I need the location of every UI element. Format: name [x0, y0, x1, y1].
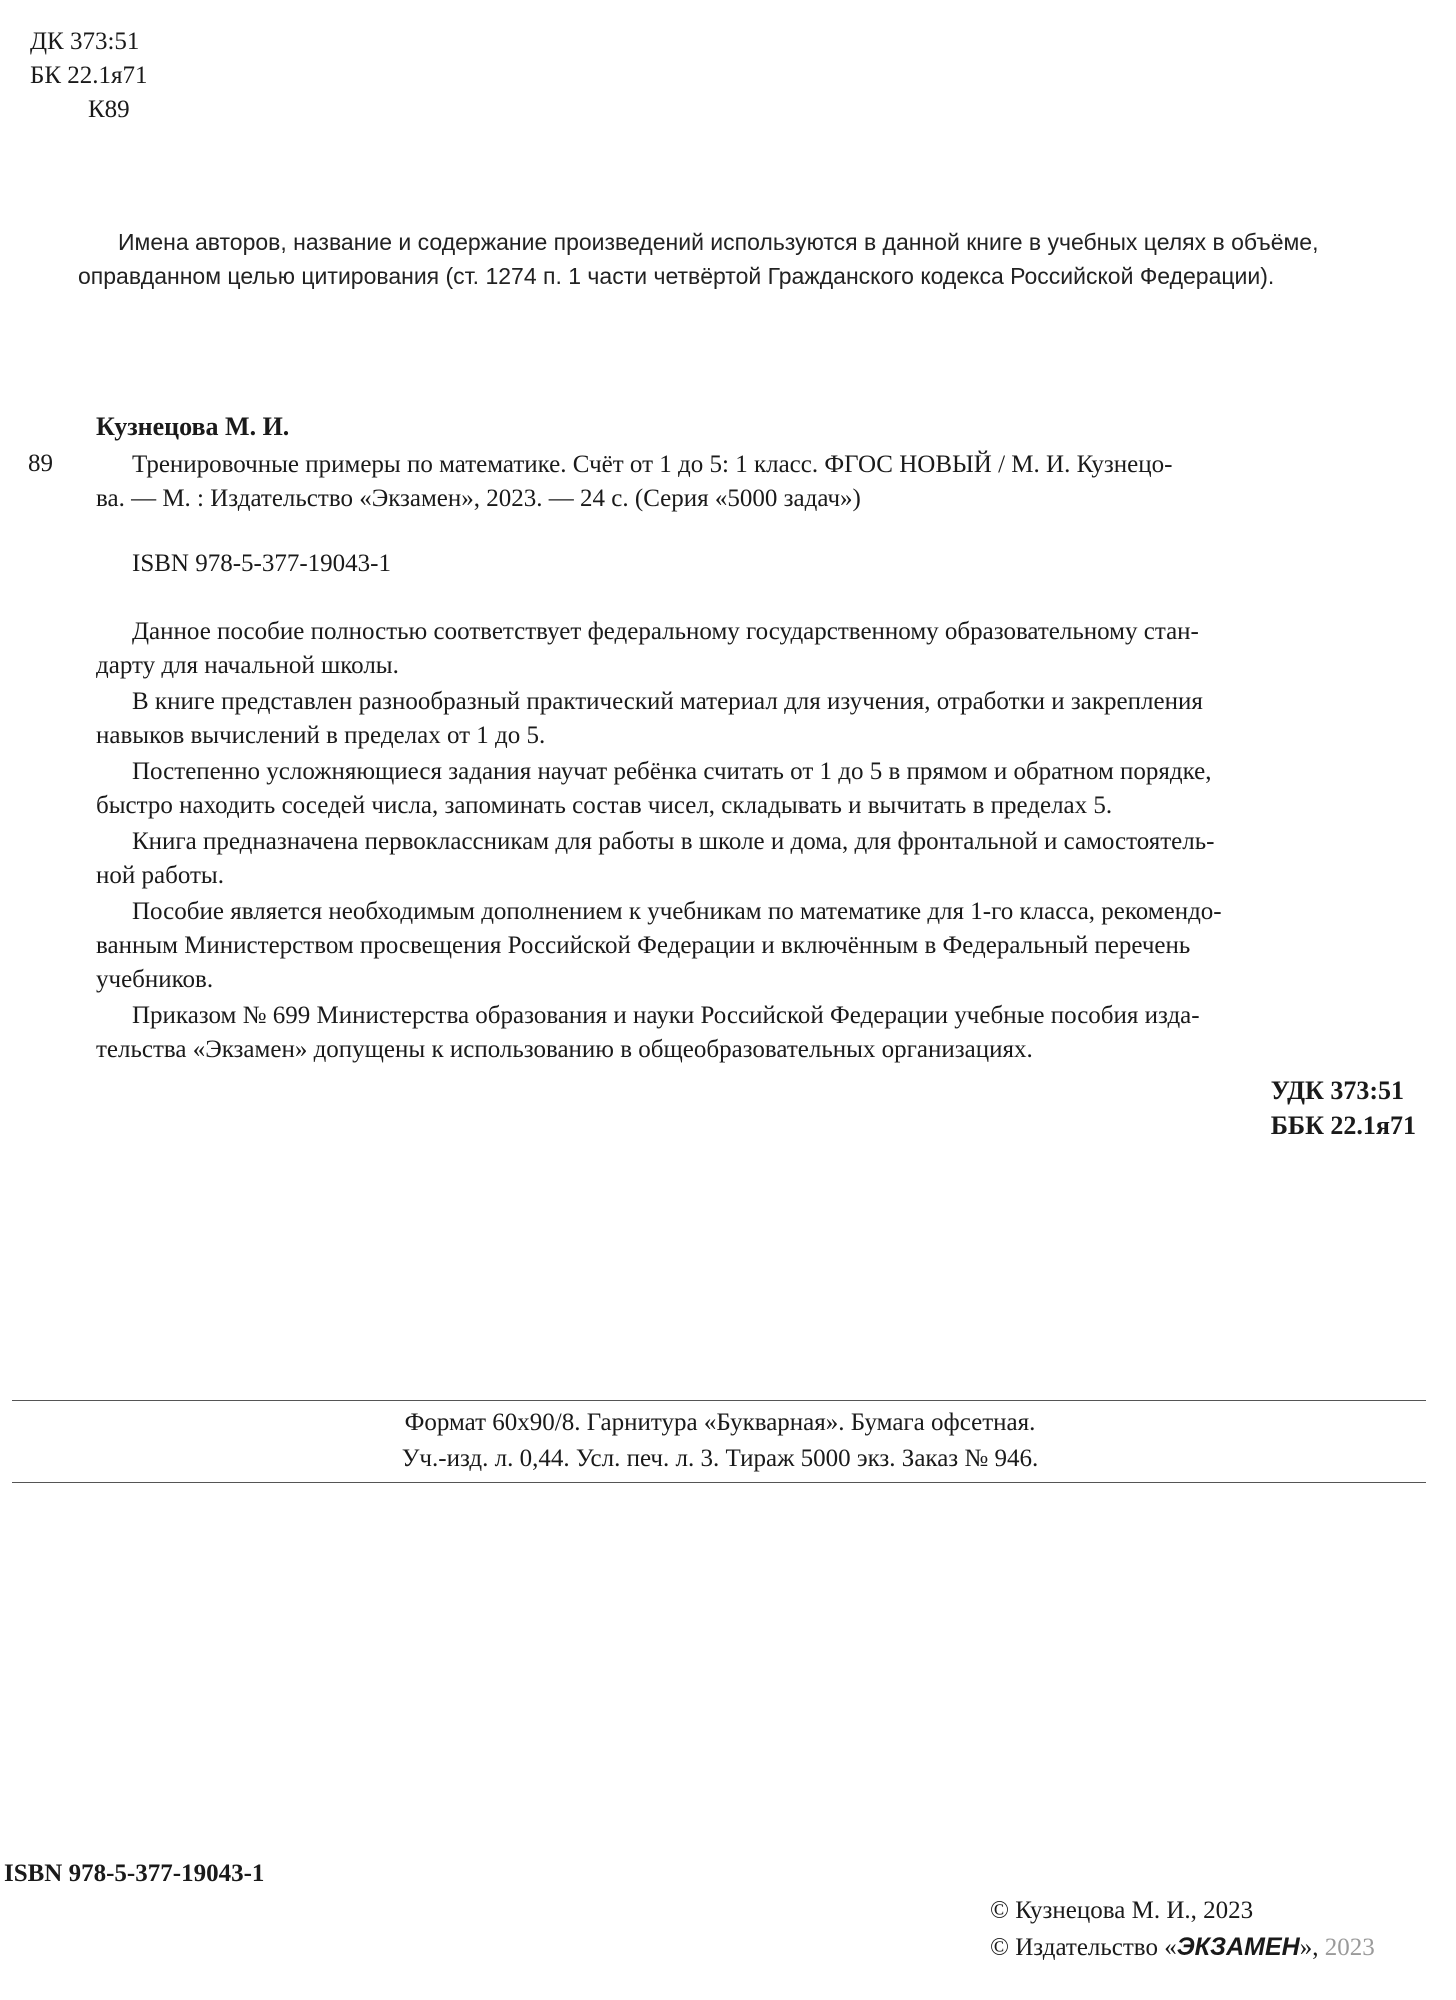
annotation-paragraph: [96, 615, 1420, 683]
isbn-record: ISBN 978-5-377-19043-1: [132, 550, 392, 577]
author-heading: Кузнецова М. И.: [96, 412, 290, 441]
udk-code-top: ДК 373:51: [30, 28, 140, 55]
copyright-publisher-year: 2023: [1324, 1934, 1375, 1961]
publisher-name: ЭКЗАМЕН: [1176, 1933, 1300, 1961]
annotation-line: Книга предназначена первоклассникам для работы в школе и дома, для фронтальной и самостоятель-: [132, 828, 1215, 855]
bbk-code-top: БК 22.1я71: [30, 62, 148, 89]
annotation-paragraph: [96, 895, 1420, 997]
copyright-author: © Кузнецова М. И., 2023: [990, 1897, 1254, 1924]
colophon-line-1: Формат 60х90/8. Гарнитура «Букварная». Бумага офсетная.: [404, 1409, 1036, 1436]
author-mark: К89: [88, 96, 130, 123]
annotation-line: тельства «Экзамен» допущены к использованию в общеобразовательных организациях.: [96, 1036, 1033, 1063]
copyright-block: [990, 1893, 1375, 1966]
annotation-line: ванным Министерством просвещения Российской Федерации и включённым в Федеральный перечень: [96, 932, 1191, 959]
annotation-line: дарту для начальной школы.: [96, 652, 399, 679]
annotation-paragraph: [96, 825, 1420, 893]
notice-line-2: оправданном целью цитирования (ст. 1274 п. 1 части четвёртой Гражданского кодекса Российской Федерации).: [78, 263, 1275, 289]
bbk-code: ББК 22.1я71: [1270, 1111, 1416, 1140]
colophon-line-2: Уч.-изд. л. 0,44. Усл. печ. л. 3. Тираж 5000 экз. Заказ № 946.: [401, 1445, 1039, 1472]
copyright-publisher-suffix: »,: [1299, 1934, 1325, 1961]
annotation: [96, 615, 1420, 1069]
annotation-line: Пособие является необходимым дополнением к учебникам по математике для 1-го класса, рекомендо-: [132, 898, 1222, 925]
annotation-line: учебников.: [96, 966, 214, 993]
annotation-paragraph: [96, 685, 1420, 753]
biblio-line-1: Тренировочные примеры по математике. Счёт от 1 до 5: 1 класс. ФГОС НОВЫЙ / М. И. Кузнецо-: [132, 451, 1173, 478]
biblio-line-2: ва. — М. : Издательство «Экзамен», 2023. — 24 с. (Серия «5000 задач»): [96, 485, 861, 512]
author-mark-code: 89: [28, 450, 53, 477]
usage-notice: [78, 225, 1434, 293]
library-codes: [30, 25, 148, 127]
annotation-line: Постепенно усложняющиеся задания научат ребёнка считать от 1 до 5 в прямом и обратном порядке,: [132, 758, 1212, 785]
copyright-publisher: [990, 1929, 1375, 1966]
annotation-paragraph: [96, 755, 1420, 823]
annotation-line: ной работы.: [96, 862, 224, 889]
annotation-line: Данное пособие полностью соответствует федеральному государственному образовательному стан-: [132, 618, 1199, 645]
colophon-rule-top: [12, 1400, 1426, 1401]
colophon: [0, 1405, 1440, 1477]
colophon-rule-bottom: [12, 1482, 1426, 1483]
udk-code: УДК 373:51: [1270, 1076, 1405, 1105]
classification-codes: [1271, 1073, 1416, 1143]
annotation-line: Приказом № 699 Министерства образования и науки Российской Федерации учебные пособия изда-: [132, 1002, 1200, 1029]
isbn-footer: ISBN 978-5-377-19043-1: [4, 1860, 265, 1887]
annotation-line: навыков вычислений в пределах от 1 до 5.: [96, 722, 546, 749]
annotation-line: В книге представлен разнообразный практический материал для изучения, отработки и закрепления: [132, 688, 1203, 715]
notice-line-1: Имена авторов, название и содержание произведений используются в данной книге в учебных целях в объёме,: [118, 229, 1319, 255]
bibliographic-description: [96, 448, 1420, 516]
annotation-paragraph: [96, 999, 1420, 1067]
annotation-line: быстро находить соседей числа, запоминать состав чисел, складывать и вычитать в пределах 5.: [96, 792, 1113, 819]
copyright-publisher-prefix: © Издательство «: [990, 1934, 1177, 1961]
